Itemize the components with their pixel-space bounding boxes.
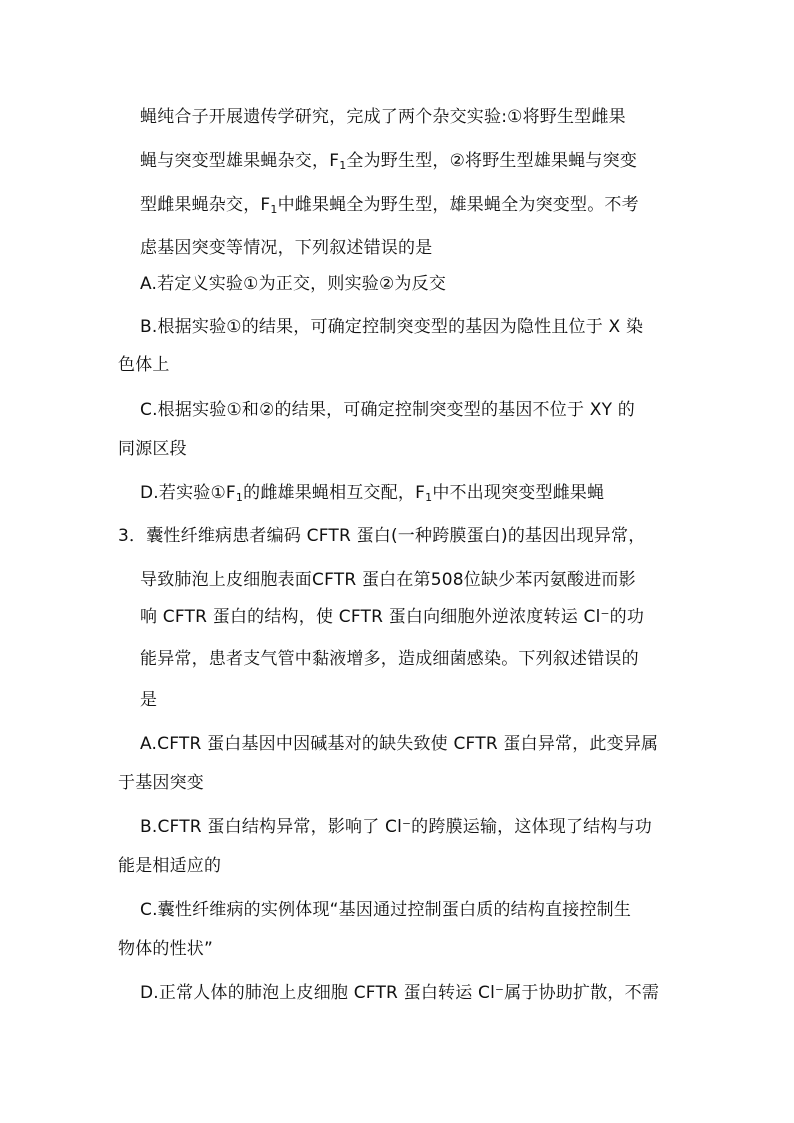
- q2-option-b-line-2: 色体上: [118, 355, 170, 375]
- q3-stem-line-3: 响 CFTR 蛋白的结构，使 CFTR 蛋白向细胞外逆浓度转运 Cl⁻的功: [140, 607, 645, 627]
- q2-option-a: A.若定义实验①为正交，则实验②为反交: [140, 274, 447, 294]
- q3-stem-line-1: 3．囊性纤维病患者编码 CFTR 蛋白(一种跨膜蛋白)的基因出现异常，: [118, 526, 646, 546]
- q3-option-d: D.正常人体的肺泡上皮细胞 CFTR 蛋白转运 Cl⁻属于协助扩散，不需: [140, 983, 660, 1003]
- q2-option-b-line-1: B.根据实验①的结果，可确定控制突变型的基因为隐性且位于 X 染: [140, 317, 644, 337]
- q3-option-c-line-2: 物体的性状”: [118, 939, 214, 959]
- q2-option-c-line-2: 同源区段: [118, 439, 187, 459]
- q3-stem-line-5: 是: [140, 690, 158, 710]
- q3-option-a-line-2: 于基因突变: [118, 773, 204, 793]
- q2-intro-line-4: 虑基因突变等情况，下列叙述错误的是: [140, 238, 433, 258]
- q3-option-b-line-1: B.CFTR 蛋白结构异常，影响了 Cl⁻的跨膜运输，这体现了结构与功: [140, 817, 652, 837]
- q3-option-c-line-1: C.囊性纤维病的实例体现“基因通过控制蛋白质的结构直接控制生: [140, 900, 632, 920]
- q3-option-a-line-1: A.CFTR 蛋白基因中因碱基对的缺失致使 CFTR 蛋白异常，此变异属: [140, 734, 659, 754]
- q2-intro-line-3: 型雌果蝇杂交，$F_1$中雌果蝇全为野生型，雄果蝇全为突变型。不考: [140, 195, 639, 216]
- q3-option-b-line-2: 能是相适应的: [118, 856, 222, 876]
- q3-stem-line-2: 导致肺泡上皮细胞表面CFTR 蛋白在第508位缺少苯丙氨酸进而影: [140, 570, 636, 590]
- q2-option-d: D.若实验$①F_1$的雌雄果蝇相互交配，$F_1$中不出现突变型雌果蝇: [140, 483, 605, 504]
- q2-intro-line-1: 蝇纯合子开展遗传学研究，完成了两个杂交实验:①将野生型雌果: [140, 107, 626, 127]
- q2-option-c-line-1: C.根据实验①和②的结果，可确定控制突变型的基因不位于 XY 的: [140, 400, 635, 420]
- q2-intro-line-2: 蝇与突变型雄果蝇杂交，$F_1$全为野生型，②将野生型雄果蝇与突变: [140, 151, 638, 172]
- q3-stem-line-4: 能异常，患者支气管中黏液增多，造成细菌感染。下列叙述错误的: [140, 649, 639, 669]
